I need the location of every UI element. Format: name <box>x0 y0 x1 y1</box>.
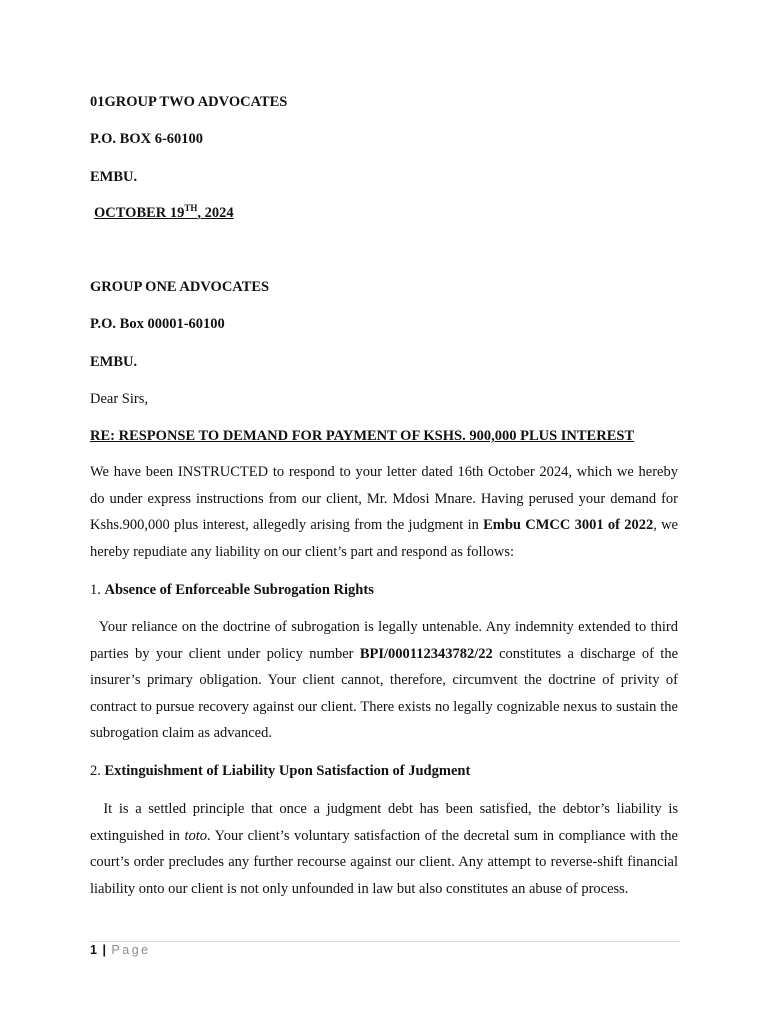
recipient-town: EMBU. <box>90 354 138 370</box>
section-1-number: 1. <box>90 582 105 598</box>
section-2-number: 2. <box>90 763 105 779</box>
latin-term: toto <box>184 827 208 844</box>
intro-text: We have been INSTRUCTED to respond to your letter dated 16th October 2024, which we hereby do under express instructions from our client, Mr. Mdosi Mnare. Having perused your demand for Kshs.900,000 plus interest, allegedly arising from the judgment in <box>90 464 678 533</box>
section-2-text-end: . Your client’s voluntary satisfaction of the decretal sum in compliance with the court’s order precludes any further recourse against our client. Any attempt to reverse-shift financial liability onto our client is not only unfounded in law but also constitutes an abuse of process. <box>90 827 678 897</box>
intro-paragraph <box>90 459 678 565</box>
case-reference: Embu CMCC 3001 of 2022 <box>483 517 654 533</box>
recipient-name: GROUP ONE ADVOCATES <box>90 279 270 295</box>
section-2-heading <box>90 763 470 780</box>
sender-town: EMBU. <box>90 169 138 185</box>
section-1-text-end: constitutes a discharge of the insurer’s primary obligation. Your client cannot, therefore, circumvent the doctrine of privity of contract to pursue recovery against our client. There exists no legally cognizable nexus to sustain the subrogation claim as advanced. <box>90 645 679 741</box>
section-1-heading <box>90 582 374 599</box>
section-1-title: Absence of Enforceable Subrogation Rights <box>104 582 374 598</box>
section-1-paragraph <box>90 614 678 747</box>
subject-line: RE: RESPONSE TO DEMAND FOR PAYMENT OF KSHS. 900,000 PLUS INTEREST <box>90 428 635 444</box>
date-superscript: TH <box>184 203 198 214</box>
date-prefix: OCTOBER 19 <box>94 205 185 221</box>
intro-text-end: , we hereby repudiate any liability on our client’s part and respond as follows: <box>90 517 678 560</box>
section-1-text: Your reliance on the doctrine of subrogation is legally untenable. Any indemnity extended to third parties by your client under policy number <box>90 619 678 662</box>
sender-box: P.O. BOX 6-60100 <box>90 131 204 147</box>
section-2-text: It is a settled principle that once a judgment debt has been satisfied, the debtor’s liability is extinguished in <box>90 801 678 844</box>
letter-date <box>94 205 234 222</box>
page-separator: | <box>102 943 107 957</box>
footer-divider <box>90 941 680 942</box>
page-label: Page <box>111 943 151 957</box>
policy-number: BPI/000112343782/22 <box>359 645 493 662</box>
section-2-paragraph <box>90 796 678 902</box>
section-2-title: Extinguishment of Liability Upon Satisfaction of Judgment <box>104 763 471 779</box>
salutation: Dear Sirs, <box>90 391 148 407</box>
recipient-box: P.O. Box 00001-60100 <box>90 316 225 332</box>
sender-name: 01GROUP TWO ADVOCATES <box>90 94 288 110</box>
page-number: 1 <box>90 943 98 957</box>
date-suffix: , 2024 <box>197 205 234 221</box>
page-footer <box>90 943 151 957</box>
